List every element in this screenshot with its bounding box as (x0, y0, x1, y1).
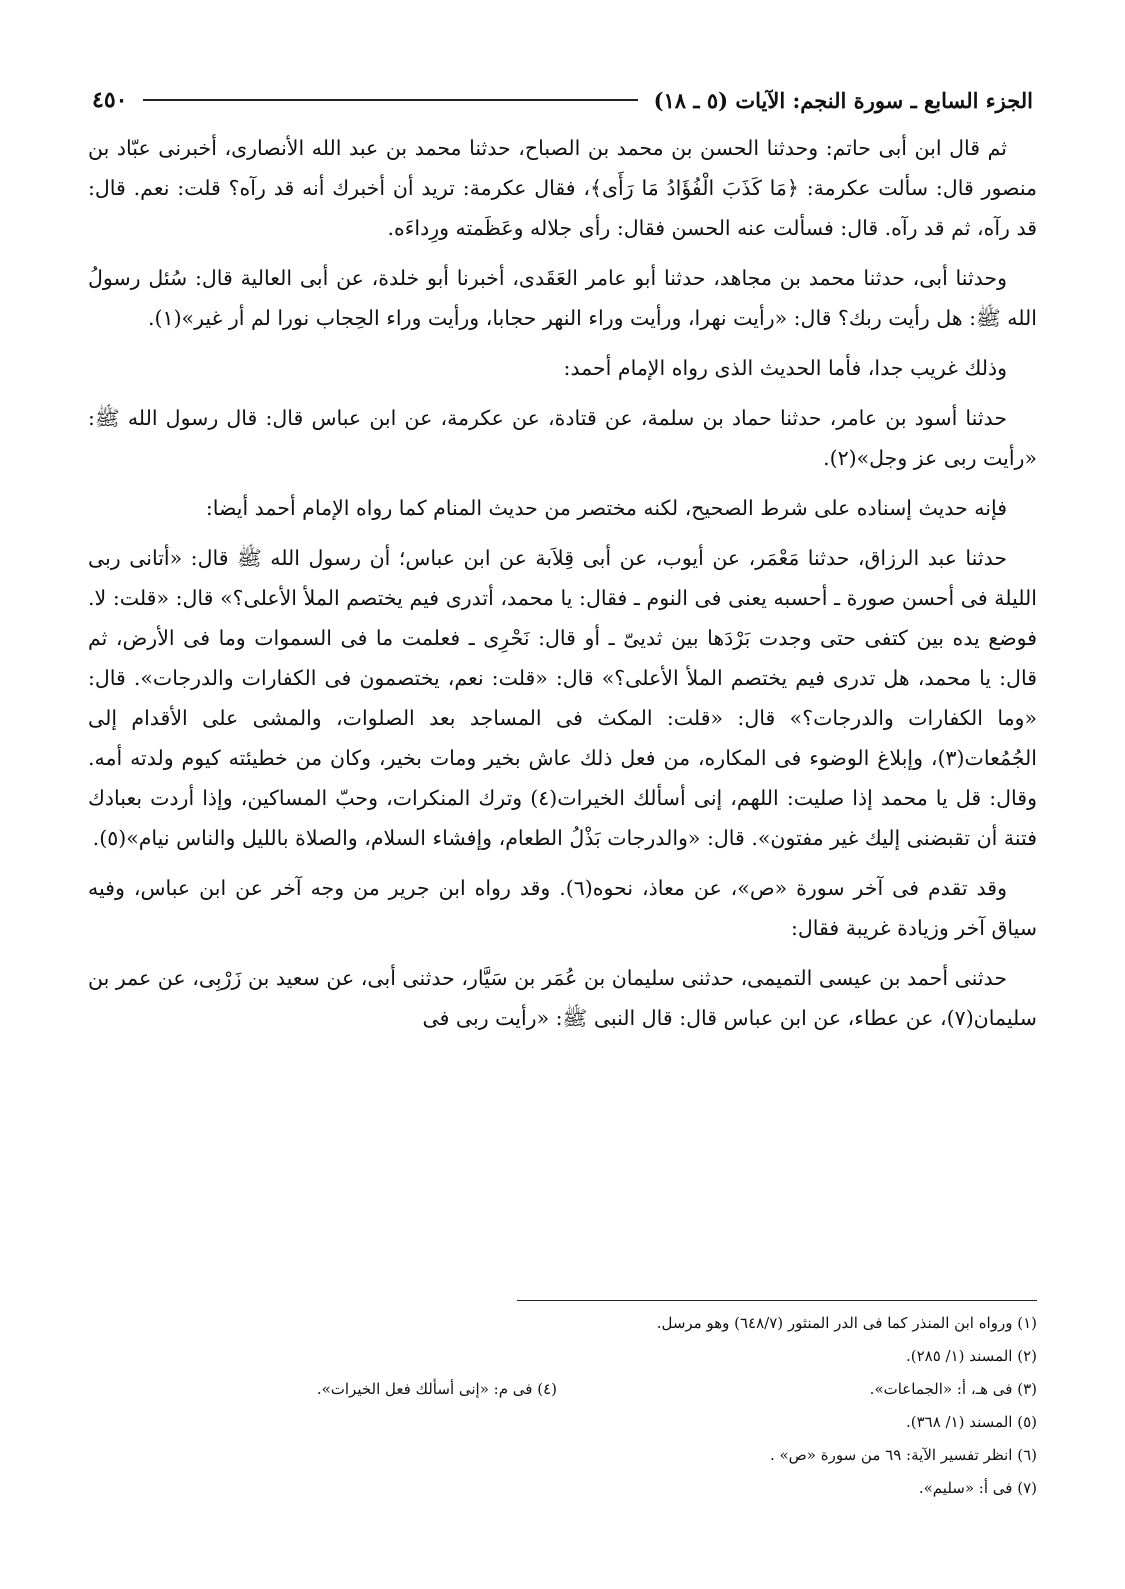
footnote-row (88, 1373, 1037, 1406)
paragraph: حدثنى أحمد بن عيسى التميمى، حدثنى سليمان بن عُمَر بن سَيَّار، حدثنى أبى، عن سعيد بن زَرْبِى، عن عمر بن سليمان(٧)، عن عطاء، عن ابن عباس قال: قال النبى ﷺ: «رأيت ربى فى (88, 966, 1037, 1030)
footnote-2: (٢) المسند (١/ ٢٨٥). (905, 1347, 1037, 1365)
footnote-6: (٦) انظر تفسير الآية: ٦٩ من سورة «ص» . (769, 1446, 1037, 1464)
paragraph: حدثنا أسود بن عامر، حدثنا حماد بن سلمة، عن قتادة، عن عكرمة، عن ابن عباس قال: قال رسول الله ﷺ: «رأيت ربى عز وجل»(٢). (88, 406, 1037, 470)
paragraph: حدثنا عبد الرزاق، حدثنا مَعْمَر، عن أيوب، عن أبى قِلاَبة عن ابن عباس؛ أن رسول الله ﷺ قال: «أتانى ربى الليلة فى أحسن صورة ـ أحسبه يعنى فى النوم ـ فقال: يا محمد، أتدرى فيم يختصم الملأ الأعلى؟» قال: «قلت: لا. فوضع يده بين كتفى حتى وجدت بَرْدَها بين ثديىّ ـ أو قال: نَحْرِى ـ فعلمت ما فى السموات وما فى الأرض، ثم قال: يا محمد، هل تدرى فيم يختصم الملأ الأعلى؟» قال: «قلت: نعم، يختصمون فى الكفارات والدرجات». قال: «وما الكفارات والدرجات؟» قال: «قلت: المكث فى المساجد بعد الصلوات، والمشى على الأقدام إلى الجُمُعات(٣)، وإبلاغ الوضوء فى المكاره، من فعل ذلك عاش بخير ومات بخير، وكان من خطيئته كيوم ولدته أمه. وقال: قل يا محمد إذا صليت: اللهم، إنى أسألك الخيرات(٤) وترك المنكرات، وحبّ المساكين، وإذا أردت بعبادك فتنة أن تقبضنى إليك غير مفتون». قال: «والدرجات بَذْلُ الطعام، وإفشاء السلام، والصلاة بالليل والناس نيام»(٥). (88, 546, 1037, 850)
footnote-7: (٧) فى أ: «سليم». (918, 1479, 1037, 1497)
footnotes (88, 1300, 1037, 1505)
page-header (92, 80, 1033, 120)
paragraph: فإنه حديث إسناده على شرط الصحيح، لكنه مختصر من حديث المنام كما رواه الإمام أحمد أيضا: (205, 496, 1007, 520)
footnote-3: (٣) فى هـ، أ: «الجماعات». (869, 1380, 1037, 1398)
footnote-5: (٥) المسند (١/ ٣٦٨). (905, 1413, 1037, 1431)
header-rule (143, 99, 637, 101)
paragraph: وحدثنا أبى، حدثنا محمد بن مجاهد، حدثنا أبو عامر العَقَدى، أخبرنا أبو خلدة، عن أبى العالية قال: سُئل رسولُ الله ﷺ: هل رأيت ربك؟ قال: «رأيت نهرا، ورأيت وراء النهر حجابا، ورأيت وراء الحِجاب نورا لم أر غير»(١). (88, 266, 1037, 330)
page-number: ٤٥٠ (92, 87, 128, 113)
footnote-4: (٤) فى م: «إنى أسألك فعل الخيرات». (316, 1380, 557, 1398)
paragraph: وقد تقدم فى آخر سورة «ص»، عن معاذ، نحوه(٦). وقد رواه ابن جرير من وجه آخر عن ابن عباس، وفيه سياق آخر وزيادة غريبة فقال: (88, 876, 1037, 940)
paragraph: وذلك غريب جدا، فأما الحديث الذى رواه الإمام أحمد: (563, 356, 1007, 380)
footnote-1: (١) ورواه ابن المنذر كما فى الدر المنثور (٦٤٨/٧) وهو مرسل. (656, 1314, 1037, 1332)
paragraph: ثم قال ابن أبى حاتم: وحدثنا الحسن بن محمد بن الصباح، حدثنا محمد بن عبد الله الأنصارى، أخبرنى عبّاد بن منصور قال: سألت عكرمة: ﴿مَا كَذَبَ الْفُؤَادُ مَا رَأَى﴾، فقال عكرمة: تريد أن أخبرك أنه قد رآه؟ قلت: نعم. قال: قد رآه، ثم قد رآه. قال: فسألت عنه الحسن فقال: رأى جلاله وعَظَمته ورِداءَه. (88, 136, 1037, 240)
running-title: الجزء السابع ـ سورة النجم: الآيات (٥ ـ ١٨) (653, 87, 1033, 113)
main-text (88, 128, 1037, 1263)
